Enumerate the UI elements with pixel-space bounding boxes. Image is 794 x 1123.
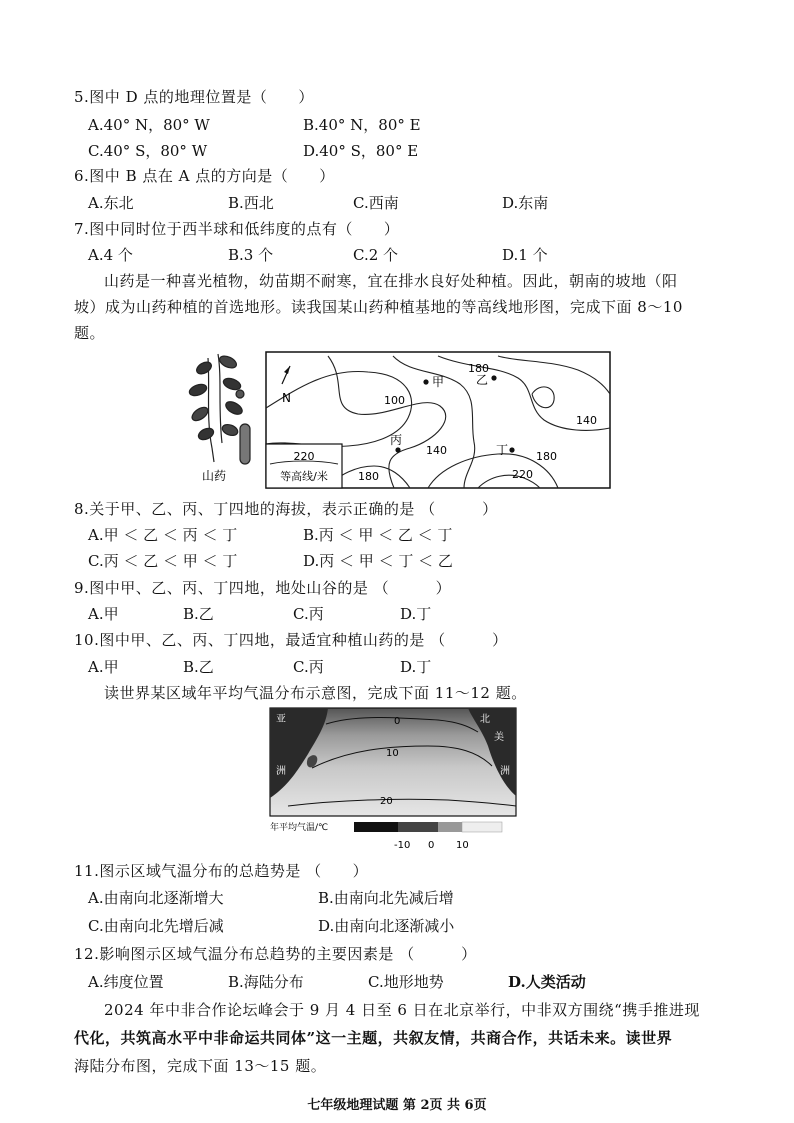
q5-option-a: A.40° N，80° W xyxy=(88,116,210,134)
q8-option-c: C.丙 ＜ 乙 ＜ 甲 ＜ 丁 xyxy=(88,552,238,570)
q8-option-a: A.甲 ＜ 乙 ＜ 丙 ＜ 丁 xyxy=(88,526,238,544)
q6-stem: 6.图中 B 点在 A 点的方向是（ ） xyxy=(74,167,335,185)
yam-plant-illustration xyxy=(188,354,250,464)
q11-option-a: A.由南向北逐渐增大 xyxy=(88,889,224,907)
passage3-line-3: 海陆分布图，完成下面 13～15 题。 xyxy=(74,1057,327,1075)
q12-stem: 12.影响图示区域气温分布总趋势的主要因素是 （ ） xyxy=(74,945,477,963)
page-footer: 七年级地理试题 第 2页 共 6页 xyxy=(307,1098,487,1113)
q6-option-d: D.东南 xyxy=(502,194,549,212)
temp-legend-title: 年平均气温/℃ xyxy=(270,823,329,833)
contour-label-140-right: 140 xyxy=(576,414,597,427)
isotherm-label-10: 10 xyxy=(386,748,399,759)
q12-option-d: D.人类活动 xyxy=(508,973,586,991)
legend-swatch-cold xyxy=(354,822,398,832)
legend-text: 等高线/米 xyxy=(280,470,328,483)
q12-option-a: A.纬度位置 xyxy=(88,973,164,991)
legend-tick-0: 0 xyxy=(428,840,435,851)
passage1-line-2: 坡）成为山药种植的首选地形。读我国某山药种植基地的等高线地形图，完成下面 8～10 xyxy=(74,298,683,316)
passage3-line-2: 代化，共筑高水平中非命运共同体”这一主题，共叙友情，共商合作，共话未来。读世界 xyxy=(74,1029,673,1047)
plant-caption: 山药 xyxy=(201,469,227,483)
q7-option-a: A.4 个 xyxy=(88,246,133,264)
region-label-mei: 美 xyxy=(494,732,504,743)
legend-tick-10: 10 xyxy=(456,840,469,851)
contour-figure xyxy=(178,348,618,492)
point-jia-label: 甲 xyxy=(432,375,445,389)
isotherm-label-20: 20 xyxy=(380,796,393,807)
q10-option-b: B.乙 xyxy=(183,658,214,676)
point-bing-marker xyxy=(395,447,400,452)
q8-option-d: D.丙 ＜ 甲 ＜ 丁 ＜ 乙 xyxy=(303,552,453,570)
contour-label-140-mid: 140 xyxy=(426,444,447,457)
q11-option-c: C.由南向北先增后减 xyxy=(88,917,224,935)
temperature-figure xyxy=(268,706,518,854)
q6-option-a: A.东北 xyxy=(88,194,134,212)
q11-option-d: D.由南向北逐渐减小 xyxy=(318,917,455,935)
q9-option-d: D.丁 xyxy=(400,605,432,623)
contour-label-180-right: 180 xyxy=(536,450,557,463)
q5-stem: 5.图中 D 点的地理位置是（ ） xyxy=(74,88,314,106)
passage3-line-1: 2024 年中非合作论坛峰会于 9 月 4 日至 6 日在北京举行，中非双方围绕“携手推进现 xyxy=(104,1001,700,1019)
q8-option-b: B.丙 ＜ 甲 ＜ 乙 ＜ 丁 xyxy=(303,526,453,544)
q6-option-c: C.西南 xyxy=(353,194,399,212)
point-ding-marker xyxy=(509,447,514,452)
q5-option-d: D.40° S，80° E xyxy=(303,142,419,160)
point-bing-label: 丙 xyxy=(390,433,403,447)
passage2: 读世界某区域年平均气温分布示意图，完成下面 11～12 题。 xyxy=(104,684,527,702)
q8-stem: 8.关于甲、乙、丙、丁四地的海拔，表示正确的是 （ ） xyxy=(74,500,498,518)
contour-label-220: 220 xyxy=(512,468,533,481)
legend-tick-minus10: -10 xyxy=(394,840,411,851)
legend-swatch-warm xyxy=(438,822,462,832)
passage1-line-1: 山药是一种喜光植物，幼苗期不耐寒，宜在排水良好处种植。因此，朝南的坡地（阳 xyxy=(104,272,678,290)
contour-label-100: 100 xyxy=(384,394,405,407)
legend-value: 220 xyxy=(293,450,315,463)
region-label-bei: 北 xyxy=(480,714,490,725)
q11-stem: 11.图示区域气温分布的总趋势是 （ ） xyxy=(74,862,369,880)
legend-swatch-mid xyxy=(398,822,438,832)
q7-option-c: C.2 个 xyxy=(353,246,399,264)
q5-option-b: B.40° N，80° E xyxy=(303,116,421,134)
q6-option-b: B.西北 xyxy=(228,194,274,212)
point-jia-marker xyxy=(423,379,428,384)
q7-stem: 7.图中同时位于西半球和低纬度的点有（ ） xyxy=(74,220,400,238)
region-label-ya: 亚 xyxy=(276,714,286,725)
q10-stem: 10.图中甲、乙、丙、丁四地，最适宜种植山药的是 （ ） xyxy=(74,631,508,649)
point-yi-marker xyxy=(491,375,496,380)
q9-option-a: A.甲 xyxy=(88,605,119,623)
q11-option-b: B.由南向北先减后增 xyxy=(318,889,454,907)
q7-option-b: B.3 个 xyxy=(228,246,274,264)
q12-option-b: B.海陆分布 xyxy=(228,973,304,991)
point-ding-label: 丁 xyxy=(496,443,509,457)
point-yi-label: 乙 xyxy=(476,373,489,387)
passage1-line-3: 题。 xyxy=(74,324,106,342)
temperature-map-svg xyxy=(268,706,518,854)
region-label-zhou-asia: 洲 xyxy=(276,766,286,777)
q10-option-a: A.甲 xyxy=(88,658,119,676)
q10-option-c: C.丙 xyxy=(293,658,324,676)
north-label: N xyxy=(282,391,291,405)
contour-label-180-top: 180 xyxy=(468,362,489,375)
q9-option-b: B.乙 xyxy=(183,605,214,623)
q7-option-d: D.1 个 xyxy=(502,246,548,264)
q9-stem: 9.图中甲、乙、丙、丁四地，地处山谷的是 （ ） xyxy=(74,579,452,597)
q12-option-c: C.地形地势 xyxy=(368,973,444,991)
q5-option-c: C.40° S，80° W xyxy=(88,142,208,160)
region-label-zhou-america: 洲 xyxy=(500,766,510,777)
contour-label-180-bottom: 180 xyxy=(358,470,379,483)
contour-map-svg xyxy=(178,348,618,492)
legend-swatch-hot xyxy=(462,822,502,832)
isotherm-label-0: 0 xyxy=(394,716,401,727)
q10-option-d: D.丁 xyxy=(400,658,432,676)
q9-option-c: C.丙 xyxy=(293,605,324,623)
